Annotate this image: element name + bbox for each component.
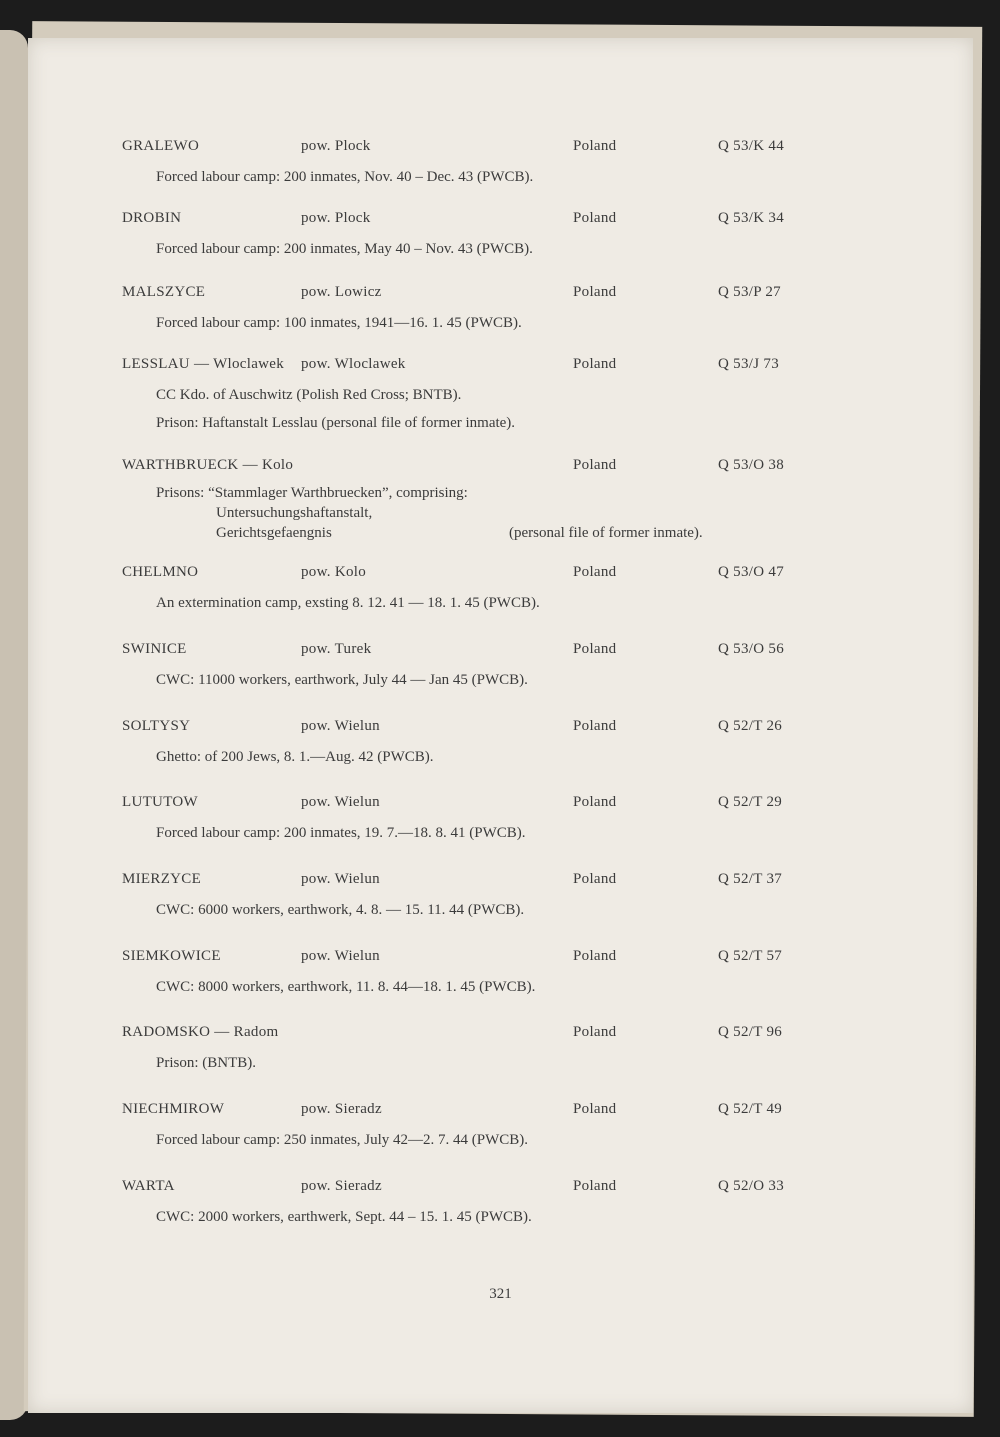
entry-place: GRALEWO bbox=[122, 138, 200, 154]
entry-prisons-block bbox=[156, 485, 973, 551]
entry-description: Ghetto: of 200 Jews, 8. 1.—Aug. 42 (PWCB). bbox=[156, 749, 434, 765]
entry-header bbox=[28, 564, 973, 586]
entry-header bbox=[28, 457, 973, 479]
entry-header bbox=[28, 284, 973, 306]
entry-description: CWC: 8000 workers, earthwork, 11. 8. 44—18. 1. 45 (PWCB). bbox=[156, 979, 536, 995]
entry-country: Poland bbox=[573, 871, 617, 887]
entry bbox=[28, 284, 973, 334]
entry-place: RADOMSKO — Radom bbox=[122, 1024, 279, 1040]
entry-map-ref: Q 53/K 44 bbox=[718, 138, 785, 154]
entry bbox=[28, 1024, 973, 1074]
entry-map-ref: Q 53/K 34 bbox=[718, 210, 785, 226]
entry-place: MIERZYCE bbox=[122, 871, 202, 887]
entry-place: MALSZYCE bbox=[122, 284, 206, 300]
prisons-source-note: (personal file of former inmate). bbox=[509, 525, 703, 541]
entry-place: WARTA bbox=[122, 1178, 175, 1194]
entry-district: pow. Wielun bbox=[301, 948, 380, 964]
entry-map-ref: Q 52/T 26 bbox=[718, 718, 783, 734]
entry-country: Poland bbox=[573, 1101, 617, 1117]
entry-header bbox=[28, 718, 973, 740]
entry-country: Poland bbox=[573, 794, 617, 810]
entry-map-ref: Q 53/O 38 bbox=[718, 457, 785, 473]
entry-place: NIECHMIROW bbox=[122, 1101, 225, 1117]
entry-header bbox=[28, 1101, 973, 1123]
entries-list bbox=[28, 38, 973, 1413]
entry-place: WARTHBRUECK — Kolo bbox=[122, 457, 294, 473]
entry-description: CC Kdo. of Auschwitz (Polish Red Cross; BNTB). bbox=[156, 387, 462, 403]
entry-map-ref: Q 52/T 96 bbox=[718, 1024, 783, 1040]
entry-description: Prison: Haftanstalt Lesslau (personal file of former inmate). bbox=[156, 415, 516, 431]
entry bbox=[28, 1178, 973, 1228]
entry-district: pow. Plock bbox=[301, 210, 371, 226]
entry-country: Poland bbox=[573, 564, 617, 580]
entry-header bbox=[28, 794, 973, 816]
entry-description: Prison: (BNTB). bbox=[156, 1055, 257, 1071]
prisons-item: Untersuchungshaftanstalt, bbox=[216, 505, 373, 521]
entry-district: pow. Turek bbox=[301, 641, 372, 657]
entry bbox=[28, 871, 973, 921]
entry bbox=[28, 1101, 973, 1151]
entry-header bbox=[28, 210, 973, 232]
entry-map-ref: Q 53/J 73 bbox=[718, 356, 780, 372]
entry-district: pow. Sieradz bbox=[301, 1178, 382, 1194]
entry-description: Forced labour camp: 200 inmates, Nov. 40 – Dec. 43 (PWCB). bbox=[156, 169, 534, 185]
entry-description: Forced labour camp: 200 inmates, May 40 – Nov. 43 (PWCB). bbox=[156, 241, 533, 257]
entry bbox=[28, 564, 973, 614]
entry-description: Forced labour camp: 200 inmates, 19. 7.—18. 8. 41 (PWCB). bbox=[156, 825, 526, 841]
entry-country: Poland bbox=[573, 457, 617, 473]
entry-map-ref: Q 53/P 27 bbox=[718, 284, 781, 300]
entry-district: pow. Wloclawek bbox=[301, 356, 406, 372]
entry-header bbox=[28, 871, 973, 893]
entry-map-ref: Q 52/O 33 bbox=[718, 1178, 785, 1194]
entry-country: Poland bbox=[573, 948, 617, 964]
entry-district: pow. Kolo bbox=[301, 564, 367, 580]
entry bbox=[28, 457, 973, 551]
entry-country: Poland bbox=[573, 210, 617, 226]
entry bbox=[28, 718, 973, 768]
entry-country: Poland bbox=[573, 718, 617, 734]
entry-header bbox=[28, 641, 973, 663]
entry-place: LUTUTOW bbox=[122, 794, 198, 810]
entry-district: pow. Wielun bbox=[301, 871, 380, 887]
entry-country: Poland bbox=[573, 1024, 617, 1040]
entry-map-ref: Q 52/T 29 bbox=[718, 794, 783, 810]
entry-district: pow. Wielun bbox=[301, 794, 380, 810]
entry-place: SIEMKOWICE bbox=[122, 948, 221, 964]
entry-description: CWC: 11000 workers, earthwork, July 44 — Jan 45 (PWCB). bbox=[156, 672, 528, 688]
entry bbox=[28, 641, 973, 691]
entry-description: CWC: 2000 workers, earthwerk, Sept. 44 – 15. 1. 45 (PWCB). bbox=[156, 1209, 532, 1225]
entry-map-ref: Q 52/T 37 bbox=[718, 871, 783, 887]
entry-district: pow. Wielun bbox=[301, 718, 380, 734]
prisons-line: Prisons: “Stammlager Warthbruecken”, comprising: bbox=[156, 485, 468, 501]
entry bbox=[28, 138, 973, 188]
entry-map-ref: Q 53/O 47 bbox=[718, 564, 785, 580]
entry-header bbox=[28, 356, 973, 378]
entry-header bbox=[28, 948, 973, 970]
entry-place: DROBIN bbox=[122, 210, 182, 226]
entry-description: CWC: 6000 workers, earthwork, 4. 8. — 15. 11. 44 (PWCB). bbox=[156, 902, 525, 918]
entry-country: Poland bbox=[573, 356, 617, 372]
entry-district: pow. Lowicz bbox=[301, 284, 382, 300]
entry bbox=[28, 794, 973, 844]
entry-map-ref: Q 52/T 49 bbox=[718, 1101, 783, 1117]
prisons-item: Gerichtsgefaengnis bbox=[216, 525, 332, 541]
book-page bbox=[28, 38, 973, 1413]
entry-description: An extermination camp, exsting 8. 12. 41 — 18. 1. 45 (PWCB). bbox=[156, 595, 540, 611]
entry-place: SWINICE bbox=[122, 641, 187, 657]
entry bbox=[28, 356, 973, 434]
entry-map-ref: Q 53/O 56 bbox=[718, 641, 785, 657]
entry-place: SOLTYSY bbox=[122, 718, 191, 734]
entry-header bbox=[28, 1024, 973, 1046]
entry-country: Poland bbox=[573, 1178, 617, 1194]
entry-description: Forced labour camp: 100 inmates, 1941—16. 1. 45 (PWCB). bbox=[156, 315, 522, 331]
entry-header bbox=[28, 1178, 973, 1200]
entry-place: LESSLAU — Wloclawek bbox=[122, 356, 285, 372]
page-number: 321 bbox=[489, 1286, 512, 1302]
entry bbox=[28, 210, 973, 260]
entry bbox=[28, 948, 973, 998]
entry-district: pow. Plock bbox=[301, 138, 371, 154]
entry-district: pow. Sieradz bbox=[301, 1101, 382, 1117]
entry-country: Poland bbox=[573, 641, 617, 657]
entry-country: Poland bbox=[573, 138, 617, 154]
entry-description: Forced labour camp: 250 inmates, July 42—2. 7. 44 (PWCB). bbox=[156, 1132, 529, 1148]
entry-place: CHELMNO bbox=[122, 564, 199, 580]
left-page-edge bbox=[0, 30, 28, 1420]
entry-map-ref: Q 52/T 57 bbox=[718, 948, 783, 964]
entry-header bbox=[28, 138, 973, 160]
entry-country: Poland bbox=[573, 284, 617, 300]
